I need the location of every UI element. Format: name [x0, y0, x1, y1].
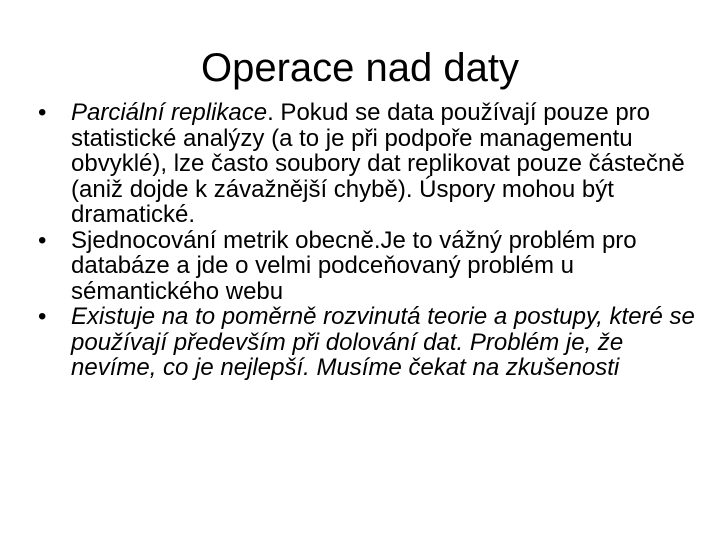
- bullet-item-theory: [38, 304, 708, 381]
- bullet-text-italic: Existuje na to poměrně rozvinutá teorie a postupy, které se používají především při dolování dat. Problém je, že nevíme, co je nejlepší. Musíme čekat na zkušenosti: [71, 303, 695, 381]
- bullet-list: [38, 100, 708, 381]
- bullet-marker-icon: •: [38, 99, 47, 126]
- bullet-lead-italic: Parciální replikace: [71, 99, 268, 126]
- bullet-text: . Pokud se data používají pouze pro statistické analýzy (a to je při podpoře managementu obvyklé), lze často soubory dat replikovat pouze částečně (aniž dojde k závažnější chybě). Úspory mohou být dramatické.: [71, 99, 685, 228]
- bullet-text: Sjednocování metrik obecně.Je to vážný problém pro databáze a jde o velmi podceňovaný problém u sémantického webu: [71, 226, 637, 305]
- slide-title: Operace nad daty: [201, 46, 519, 90]
- bullet-marker-icon: •: [38, 303, 47, 330]
- bullet-item-partial-replication: [38, 100, 708, 228]
- bullet-item-metrics: [38, 228, 708, 305]
- bullet-marker-icon: •: [38, 226, 47, 254]
